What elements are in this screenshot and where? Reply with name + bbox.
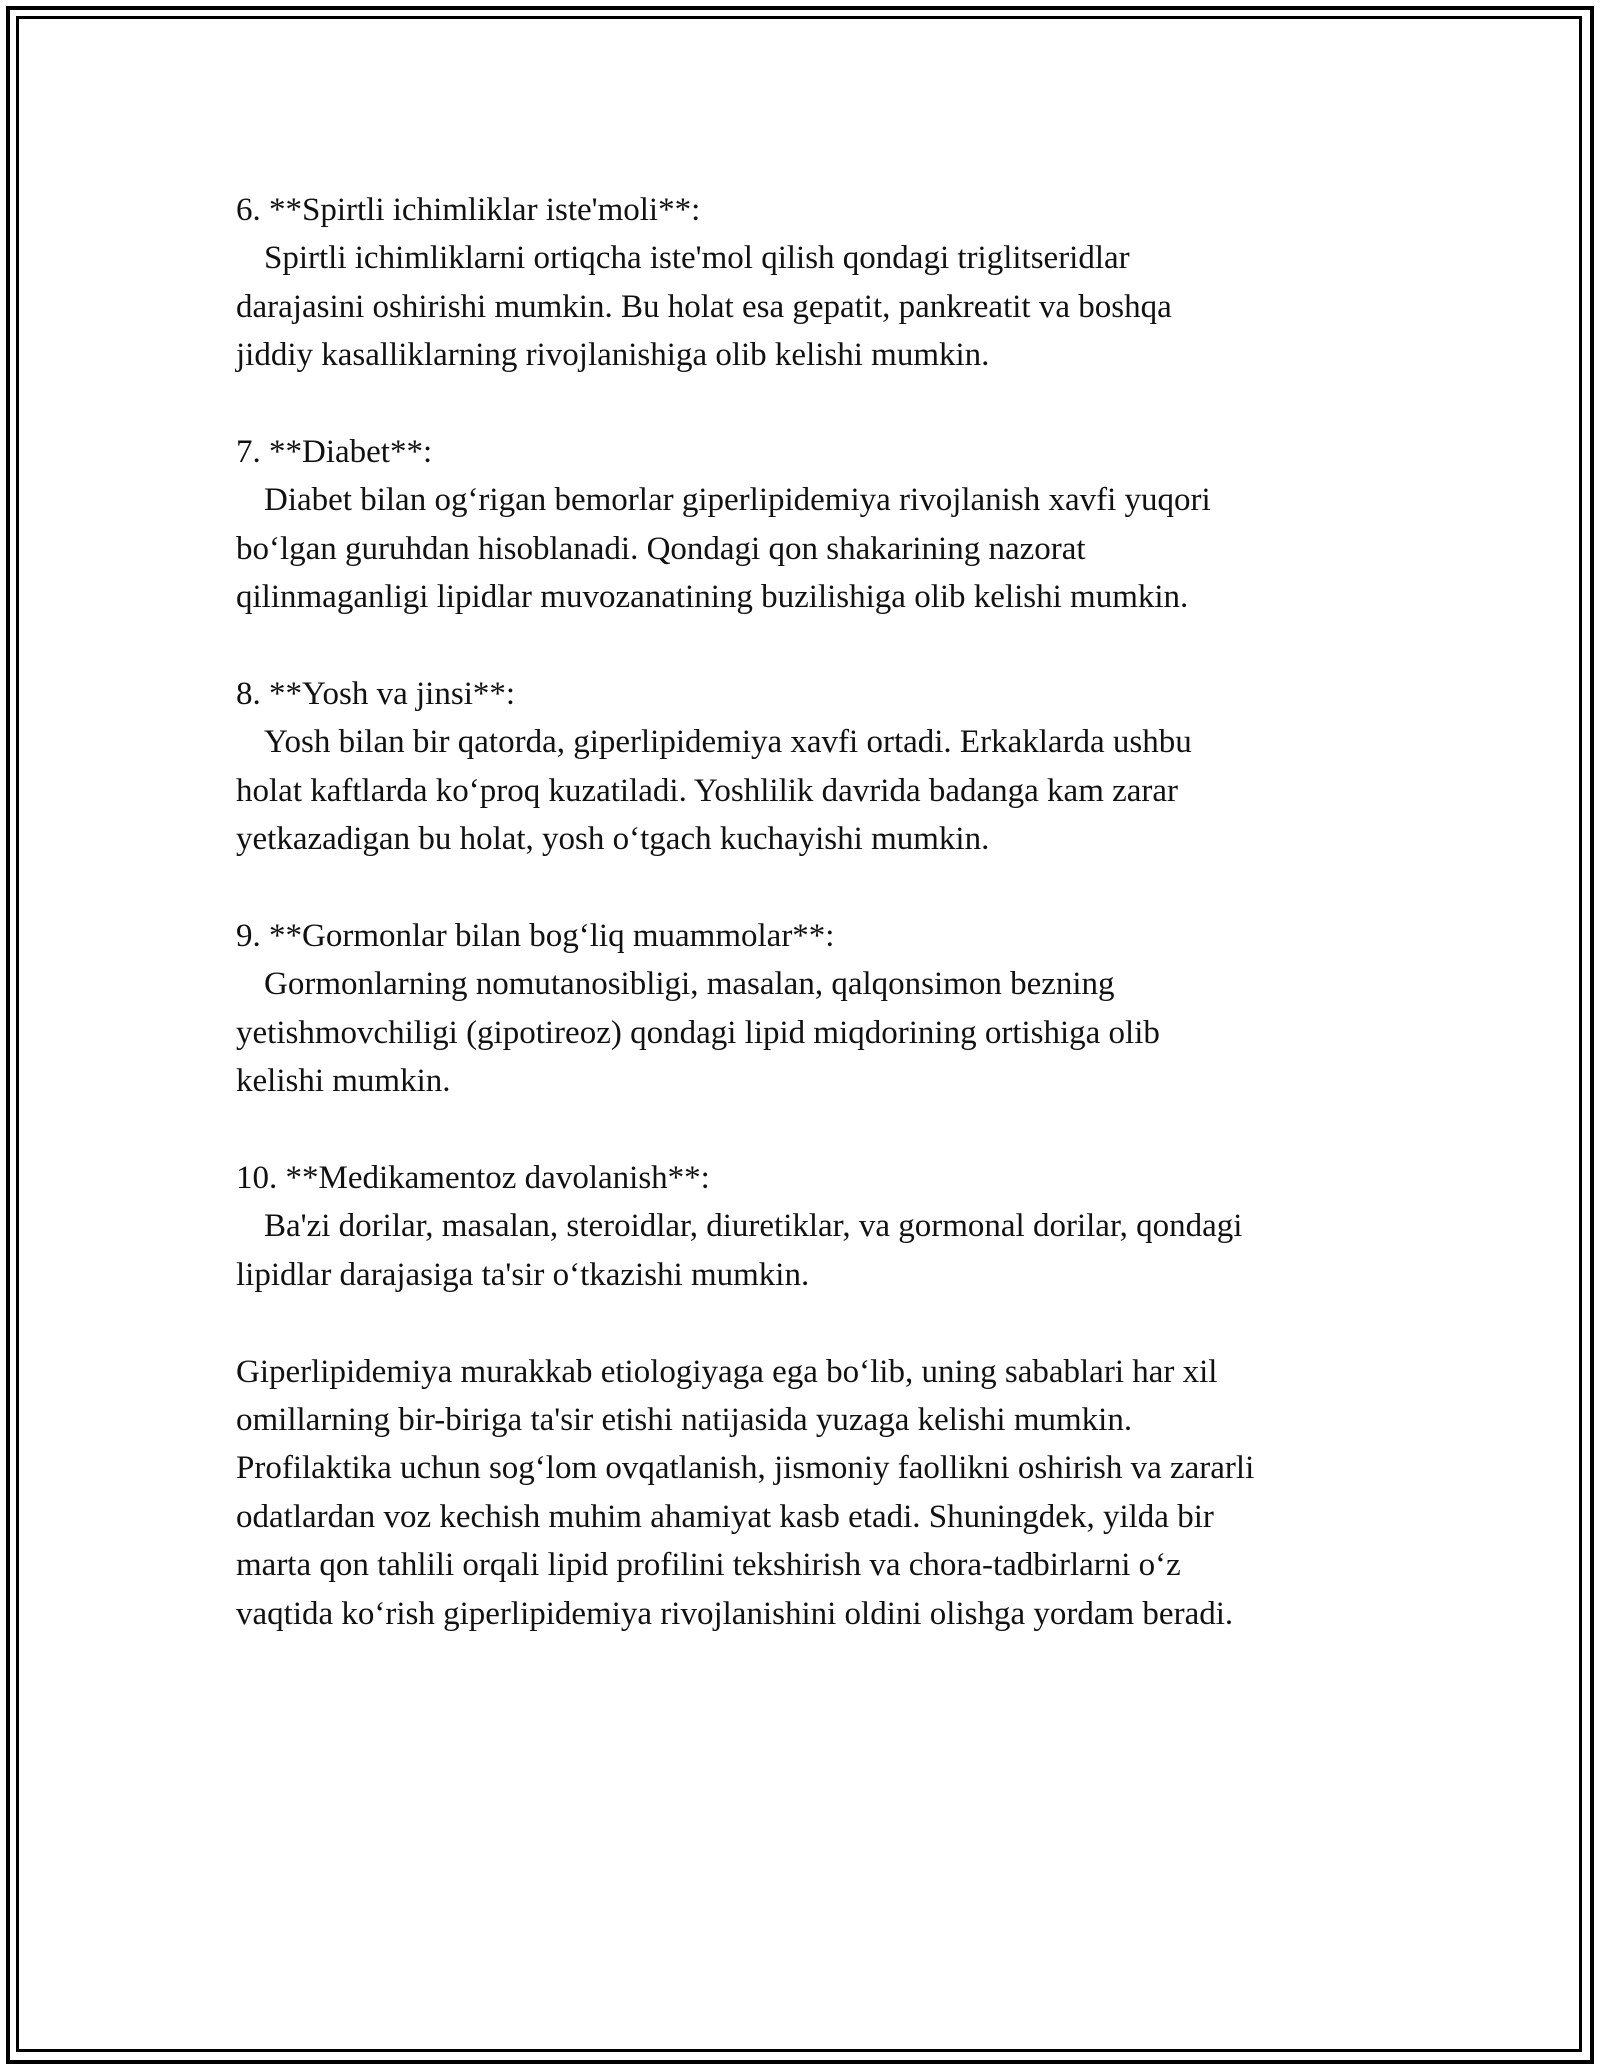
- section-text-line: yetishmovchiligi (gipotireoz) qondagi lipid miqdorining ortishiga olib: [236, 1014, 1160, 1051]
- section-text-line: Spirtli ichimliklarni ortiqcha iste'mol qilish qondagi triglitseridlar: [264, 240, 1130, 277]
- section-hormones: [236, 912, 1386, 1106]
- section-text-line: qilinmaganligi lipidlar muvozanatining buzilishiga olib kelishi mumkin.: [236, 579, 1189, 616]
- section-age-gender: [236, 670, 1386, 864]
- section-heading: 6. **Spirtli ichimliklar iste'moli**:: [236, 192, 701, 228]
- section-heading: 8. **Yosh va jinsi**:: [236, 676, 516, 713]
- section-heading: 10. **Medikamentoz davolanish**:: [236, 1160, 710, 1197]
- document-body: [236, 186, 1386, 1687]
- section-text-line: Gormonlarning nomutanosibligi, masalan, qalqonsimon bezning: [264, 966, 1115, 1003]
- section-heading: 7. **Diabet**:: [236, 434, 433, 471]
- conclusion-paragraph: [236, 1348, 1386, 1638]
- section-text-line: yetkazadigan bu holat, yosh o‘tgach kuchayishi mumkin.: [236, 821, 990, 858]
- section-text-line: Yosh bilan bir qatorda, giperlipidemiya xavfi ortadi. Erkaklarda ushbu: [264, 724, 1192, 761]
- conclusion-text-line: omillarning bir-biriga ta'sir etishi natijasida yuzaga kelishi mumkin.: [236, 1402, 1133, 1439]
- section-medication: [236, 1154, 1386, 1299]
- section-text-line: Ba'zi dorilar, masalan, steroidlar, diuretiklar, va gormonal dorilar, qondagi: [264, 1208, 1243, 1245]
- conclusion-text-line: Profilaktika uchun sog‘lom ovqatlanish, jismoniy faollikni oshirish va zararli: [236, 1450, 1255, 1487]
- section-alcohol: [236, 186, 1386, 380]
- section-text-line: jiddiy kasalliklarning rivojlanishiga olib kelishi mumkin.: [236, 337, 990, 374]
- section-text-line: lipidlar darajasiga ta'sir o‘tkazishi mumkin.: [236, 1256, 810, 1293]
- section-text-line: darajasini oshirishi mumkin. Bu holat esa gepatit, pankreatit va boshqa: [236, 288, 1172, 325]
- conclusion-text-line: marta qon tahlili orqali lipid profilini tekshirish va chora-tadbirlarni o‘z: [236, 1547, 1181, 1584]
- section-text-line: holat kaftlarda ko‘proq kuzatiladi. Yoshlilik davrida badanga kam zarar: [236, 772, 1179, 809]
- section-diabetes: [236, 428, 1386, 622]
- section-heading: 9. **Gormonlar bilan bog‘liq muammolar**:: [236, 918, 835, 955]
- section-text-line: bo‘lgan guruhdan hisoblanadi. Qondagi qon shakarining nazorat: [236, 530, 1086, 567]
- conclusion-text-line: odatlardan voz kechish muhim ahamiyat kasb etadi. Shuningdek, yilda bir: [236, 1498, 1214, 1535]
- conclusion-text-line: vaqtida ko‘rish giperlipidemiya rivojlanishini oldini olishga yordam beradi.: [236, 1595, 1234, 1632]
- conclusion-text-line: Giperlipidemiya murakkab etiologiyaga ega bo‘lib, uning sabablari har xil: [236, 1353, 1218, 1390]
- section-text-line: kelishi mumkin.: [236, 1063, 451, 1100]
- section-text-line: Diabet bilan og‘rigan bemorlar giperlipidemiya rivojlanish xavfi yuqori: [264, 482, 1211, 519]
